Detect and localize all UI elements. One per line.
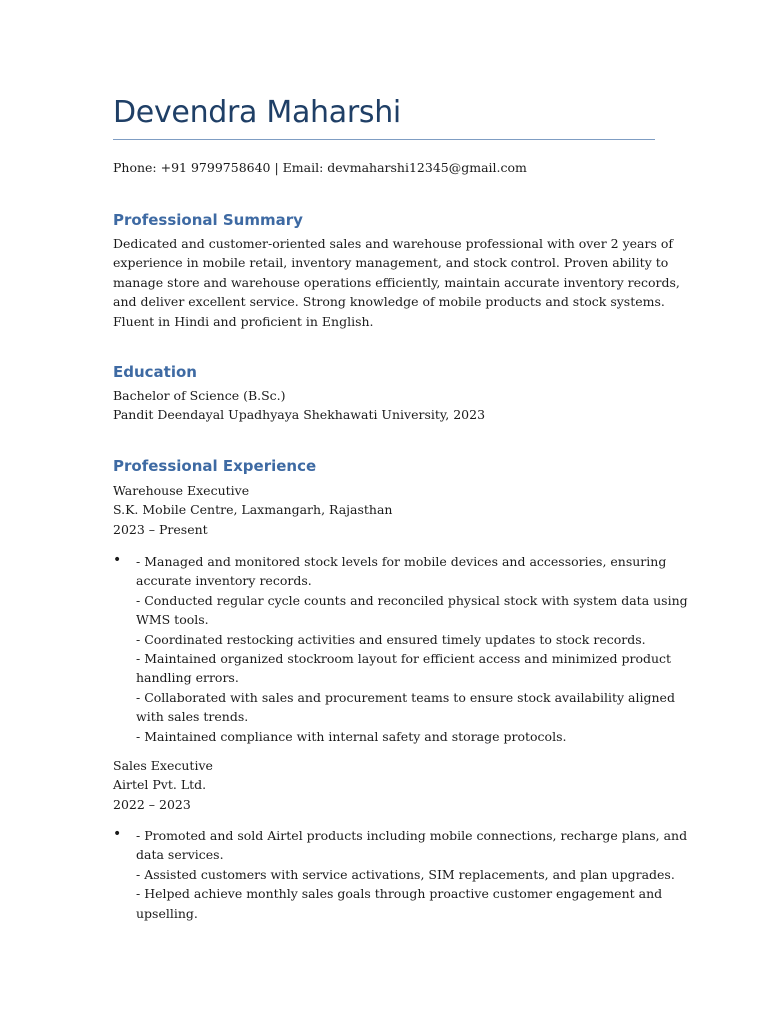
- job-period: 2023 – Present: [113, 521, 208, 537]
- duty-line: accurate inventory records.: [136, 573, 312, 589]
- duty-line: - Conducted regular cycle counts and reconciled physical stock with system data using: [136, 592, 688, 608]
- duty-line: - Helped achieve monthly sales goals through proactive customer engagement and: [136, 886, 663, 902]
- summary-line: experience in mobile retail, inventory management, and stock control. Proven ability to: [113, 255, 669, 271]
- duty-line: - Assisted customers with service activations, SIM replacements, and plan upgrades.: [136, 866, 675, 882]
- duty-line: - Collaborated with sales and procurement teams to ensure stock availability aligned: [136, 689, 675, 705]
- duty-line: data services.: [136, 847, 224, 863]
- job-period: 2022 – 2023: [113, 796, 191, 812]
- job-company: S.K. Mobile Centre, Laxmangarh, Rajasthan: [113, 502, 393, 518]
- summary-text: [113, 234, 680, 331]
- bullet-icon: •: [113, 826, 122, 842]
- summary-line: Fluent in Hindi and proficient in English.: [113, 313, 374, 329]
- education-school: Pandit Deendayal Upadhyaya Shekhawati University, 2023: [113, 407, 486, 423]
- duty-line: - Managed and monitored stock levels for mobile devices and accessories, ensuring: [136, 554, 667, 569]
- candidate-name: Devendra Maharshi: [113, 95, 401, 130]
- contact-info: Phone: +91 9799758640 | Email: devmaharshi12345@gmail.com: [113, 160, 527, 175]
- education-degree: Bachelor of Science (B.Sc.): [113, 388, 286, 403]
- duty-list: [136, 552, 688, 746]
- job-header: [113, 756, 655, 814]
- summary-line: Dedicated and customer-oriented sales and warehouse professional with over 2 years of: [113, 236, 674, 251]
- duty-line: handling errors.: [136, 670, 239, 686]
- name-divider: [113, 139, 655, 140]
- job-role: Warehouse Executive: [113, 483, 250, 498]
- education-heading: Education: [113, 363, 197, 381]
- job-header: [113, 481, 655, 539]
- job-company: Airtel Pvt. Ltd.: [113, 777, 207, 793]
- job-role: Sales Executive: [113, 758, 213, 773]
- duty-line: - Coordinated restocking activities and ensured timely updates to stock records.: [136, 631, 646, 647]
- duty-line: - Promoted and sold Airtel products including mobile connections, recharge plans, and: [136, 828, 688, 843]
- summary-line: and deliver excellent service. Strong knowledge of mobile products and stock systems.: [113, 294, 665, 310]
- duty-line: with sales trends.: [136, 709, 249, 725]
- duty-line: WMS tools.: [136, 612, 209, 628]
- duty-line: upselling.: [136, 905, 198, 921]
- bullet-icon: •: [113, 552, 122, 568]
- experience-heading: Professional Experience: [113, 457, 317, 475]
- duty-list: [136, 826, 688, 923]
- duty-line: - Maintained compliance with internal safety and storage protocols.: [136, 728, 567, 744]
- summary-heading: Professional Summary: [113, 211, 303, 229]
- duty-line: - Maintained organized stockroom layout for efficient access and minimized product: [136, 651, 672, 667]
- summary-line: manage store and warehouse operations efficiently, maintain accurate inventory records,: [113, 274, 680, 290]
- education-entry: [113, 386, 655, 425]
